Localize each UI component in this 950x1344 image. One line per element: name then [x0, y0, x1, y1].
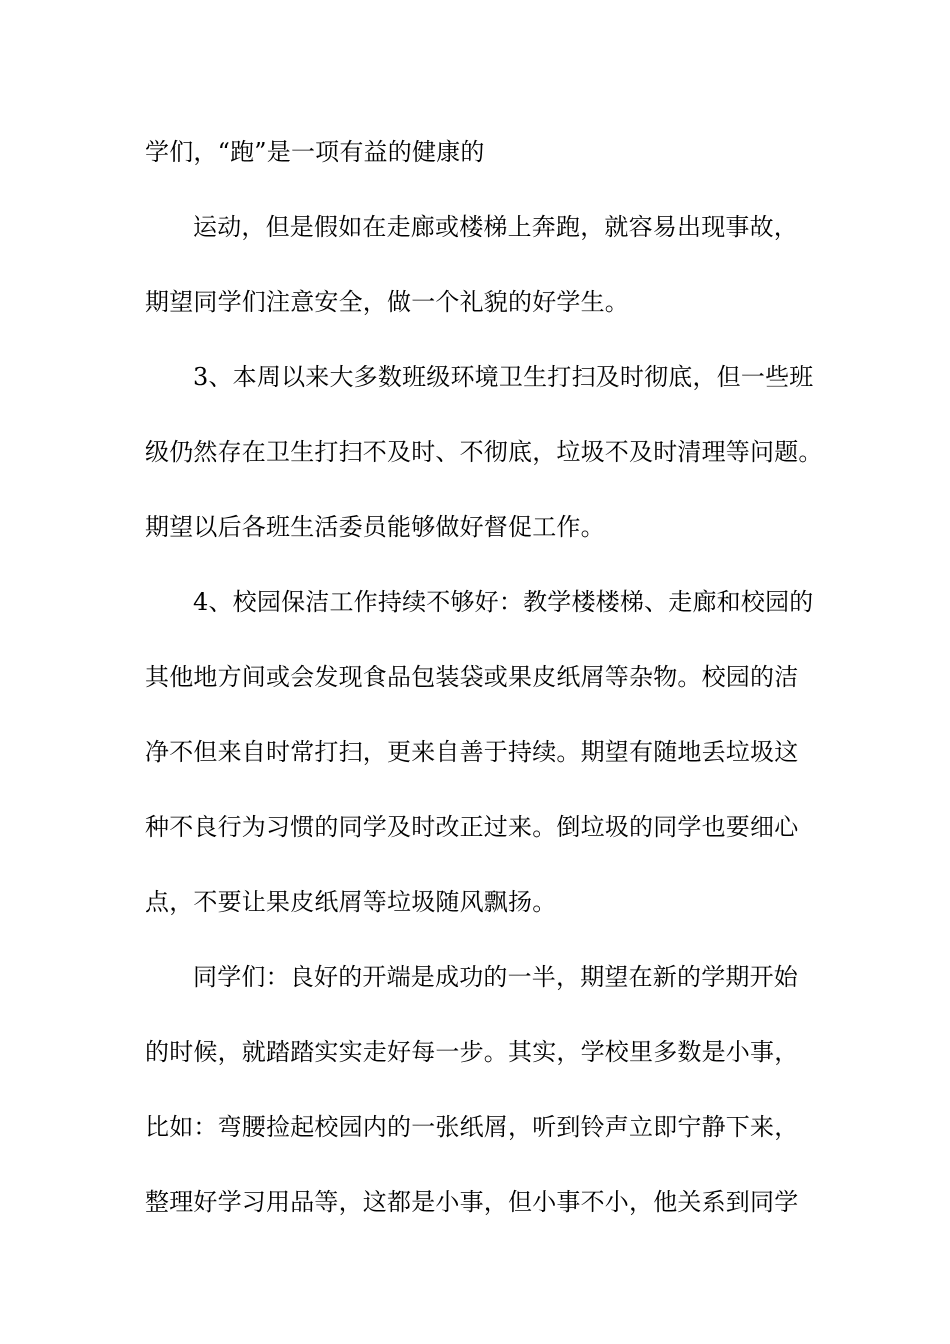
text-line: 的时候，就踏踏实实走好每一步。其实，学校里多数是小事， — [145, 1038, 799, 1066]
text-line: 净不但来自时常打扫，更来自善于持续。期望有随地丢垃圾这 — [145, 738, 799, 766]
text-line: 级仍然存在卫生打扫不及时、不彻底，垃圾不及时清理等问题。 — [145, 438, 823, 466]
text-line: 整理好学习用品等，这都是小事，但小事不小，他关系到同学 — [145, 1188, 799, 1216]
text-line: 比如：弯腰捡起校园内的一张纸屑，听到铃声立即宁静下来， — [145, 1113, 799, 1141]
text-line: 学们，“跑”是一项有益的健康的 — [145, 138, 485, 166]
text-line: 同学们：良好的开端是成功的一半，期望在新的学期开始 — [193, 963, 798, 991]
text-line: 期望以后各班生活委员能够做好督促工作。 — [145, 513, 605, 541]
text-line: 期望同学们注意安全，做一个礼貌的好学生。 — [145, 288, 629, 316]
text-line: 其他地方间或会发现食品包装袋或果皮纸屑等杂物。校园的洁 — [145, 663, 799, 691]
text-line: 点，不要让果皮纸屑等垃圾随风飘扬。 — [145, 888, 557, 916]
text-line: 4、校园保洁工作持续不够好：教学楼楼梯、走廊和校园的 — [193, 588, 814, 616]
text-line: 3、本周以来大多数班级环境卫生打扫及时彻底，但一些班 — [193, 363, 814, 391]
text-line: 运动，但是假如在走廊或楼梯上奔跑，就容易出现事故， — [193, 213, 798, 241]
text-line: 种不良行为习惯的同学及时改正过来。倒垃圾的同学也要细心 — [145, 813, 799, 841]
